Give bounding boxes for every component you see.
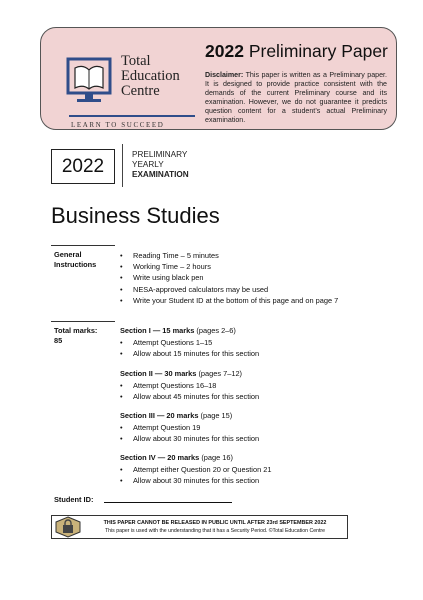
student-id-field[interactable] bbox=[104, 502, 232, 503]
exam-line-1: PRELIMINARY bbox=[132, 150, 188, 159]
section-3-heading bbox=[120, 411, 232, 420]
section-3-list bbox=[120, 422, 340, 444]
exam-divider bbox=[122, 144, 123, 187]
list-item: • Allow about 30 minutes for this section bbox=[120, 475, 340, 486]
security-footer bbox=[51, 515, 348, 539]
list-item: • Reading Time – 5 minutes bbox=[120, 250, 340, 261]
list-item: • Attempt Questions 16–18 bbox=[120, 380, 340, 391]
section-2-name: Section II — 30 marks bbox=[120, 369, 197, 378]
section-2-pages: (pages 7–12) bbox=[196, 369, 243, 378]
footer-notice: This paper is used with the understanding that it has a Security Period. ©Total Education Centre bbox=[104, 528, 326, 534]
section-2-list bbox=[120, 380, 340, 402]
exam-line-2: YEARLY bbox=[132, 160, 164, 169]
logo-tagline: LEARN TO SUCCEED bbox=[71, 121, 165, 129]
list-item: • Allow about 15 minutes for this section bbox=[120, 348, 340, 359]
section-4-pages: (page 16) bbox=[199, 453, 233, 462]
section-2-heading bbox=[120, 369, 242, 378]
logo-line-2: Education bbox=[121, 68, 180, 84]
section-1-pages: (pages 2–6) bbox=[194, 326, 236, 335]
section-3-name: Section III — 20 marks bbox=[120, 411, 199, 420]
paper-title-year: 2022 bbox=[205, 41, 244, 61]
section-1-list bbox=[120, 337, 340, 359]
disclaimer bbox=[205, 71, 387, 124]
general-label-line-2: Instructions bbox=[54, 260, 97, 269]
disclaimer-label: Disclaimer: bbox=[205, 71, 244, 79]
list-item: • Allow about 30 minutes for this section bbox=[120, 433, 340, 444]
logo-line-1: Total bbox=[121, 53, 151, 69]
exam-year: 2022 bbox=[61, 155, 105, 177]
total-marks-label bbox=[54, 326, 97, 346]
list-item: • Allow about 45 minutes for this section bbox=[120, 391, 340, 402]
label-rule bbox=[51, 321, 115, 322]
exam-line-3: EXAMINATION bbox=[132, 170, 189, 179]
exam-year-box bbox=[51, 149, 115, 184]
disclaimer-text: This paper is written as a Preliminary paper. It is designed to provide practice consistent with the demands of the current Preliminary course and its examination. However, we do not guarantee it predicts question content for a student’s actual Preliminary examination. bbox=[205, 71, 388, 124]
subject-title: Business Studies bbox=[51, 203, 220, 228]
section-1-heading bbox=[120, 326, 236, 335]
section-4-name: Section IV — 20 marks bbox=[120, 453, 200, 462]
section-4-heading bbox=[120, 453, 233, 462]
general-label-line-1: General bbox=[54, 250, 82, 259]
general-instructions-label bbox=[54, 250, 96, 270]
total-marks-value: 85 bbox=[54, 336, 63, 345]
exam-label bbox=[132, 150, 189, 180]
general-instructions-list bbox=[120, 250, 340, 306]
section-3-pages: (page 15) bbox=[198, 411, 233, 420]
security-badge-icon bbox=[54, 516, 82, 538]
logo-line-3: Centre bbox=[121, 83, 160, 99]
total-marks-line-1: Total marks: bbox=[54, 326, 98, 335]
logo-rule bbox=[69, 115, 195, 117]
student-id-label: Student ID: bbox=[54, 495, 94, 504]
header-box bbox=[40, 27, 397, 130]
logo bbox=[65, 54, 200, 128]
list-item: • Write using black pen bbox=[120, 272, 340, 283]
label-rule bbox=[51, 245, 115, 246]
list-item: • Working Time – 2 hours bbox=[120, 261, 340, 272]
section-1-name: Section I — 15 marks bbox=[120, 326, 195, 335]
open-book-monitor-icon bbox=[65, 56, 119, 108]
paper-title bbox=[205, 41, 388, 62]
list-item: • Attempt Questions 1–15 bbox=[120, 337, 340, 348]
paper-title-rest: Preliminary Paper bbox=[248, 41, 388, 61]
list-item: • Write your Student ID at the bottom of this page and on page 7 bbox=[120, 295, 340, 306]
footer-warning: THIS PAPER CANNOT BE RELEASED IN PUBLIC UNTIL AFTER 23rd SEPTEMBER 2022 bbox=[103, 520, 327, 526]
list-item: • Attempt Question 19 bbox=[120, 422, 340, 433]
list-item: • NESA-approved calculators may be used bbox=[120, 284, 340, 295]
list-item: • Attempt either Question 20 or Question 21 bbox=[120, 464, 340, 475]
section-4-list bbox=[120, 464, 340, 486]
